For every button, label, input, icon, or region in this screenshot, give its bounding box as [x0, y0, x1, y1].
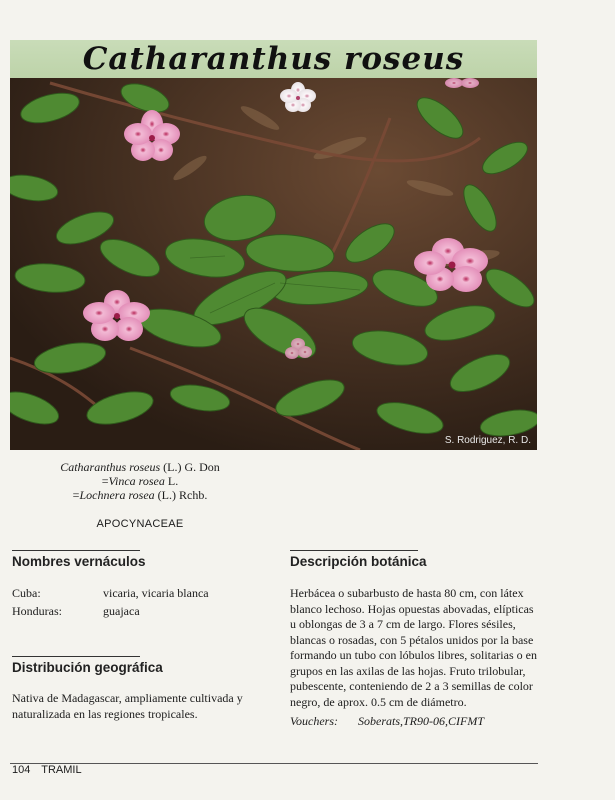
synonym-name: Catharanthus roseus: [60, 460, 161, 474]
vernacular-row-cuba: [12, 586, 41, 601]
plant-photo: [10, 78, 537, 450]
description-text: Herbácea o subarbusto de hasta 80 cm, con látex blanco lechoso. Hojas opuestas abovadas, elípticas u oblongas de 3 a 7 cm de largo. Flores sésiles, blancas o rosadas, con 5 pétalos unidos por la base formando un tubo con lóbulos libres, solitarias o en grupos en las axilas de las hojas. Fruto trilobular, pubescente, conteniendo de 2 a 3 semillas de color negro, de aprox. 0.5 cm de diámetro.: [290, 586, 537, 709]
synonym-author: L.: [164, 474, 179, 488]
synonym-list: [40, 460, 240, 502]
title-banner: [10, 40, 537, 78]
synonym-line: [40, 460, 240, 474]
page-footer: [12, 764, 90, 776]
page-number: 104: [12, 764, 31, 776]
vouchers-label: Vouchers:: [290, 714, 338, 728]
synonym-author: (L.) Rchb.: [154, 488, 208, 502]
publication-name: TRAMIL: [41, 764, 82, 776]
description-heading: Descripción botánica: [290, 550, 427, 569]
vernacular-country: Honduras:: [12, 604, 62, 618]
synonym-line: =Lochnera rosea (L.) Rchb.: [72, 488, 208, 502]
synonym-line: =Vinca rosea L.: [101, 474, 179, 488]
vouchers: [290, 714, 484, 729]
vernacular-names-cuba: vicaria, vicaria blanca: [103, 586, 209, 600]
section-rule: [12, 656, 140, 657]
distribution-text: Nativa de Madagascar, ampliamente cultivada y naturalizada en las regiones tropicales.: [12, 691, 243, 721]
synonym-name: Lochnera rosea: [79, 488, 155, 502]
vernacular-row-honduras: [12, 604, 62, 619]
catharanthus-roseus-plant-photo: [10, 78, 537, 450]
synonym-author: (L.) G. Don: [160, 460, 220, 474]
synonym-name: Vinca rosea: [108, 474, 165, 488]
vernacular-names-honduras: guajaca: [103, 604, 140, 618]
vernacular-heading: Nombres vernáculos: [12, 550, 146, 569]
vernacular-country: Cuba:: [12, 586, 41, 600]
vouchers-value: Soberats,TR90-06,CIFMT: [358, 714, 484, 728]
section-rule: [290, 550, 418, 551]
distribution-heading: Distribución geográfica: [12, 656, 163, 675]
photo-credit: S. Rodriguez, R. D.: [444, 435, 531, 446]
section-rule: [12, 550, 140, 551]
species-title: Catharanthus roseus: [82, 41, 465, 77]
plant-family: APOCYNACEAE: [96, 518, 184, 530]
